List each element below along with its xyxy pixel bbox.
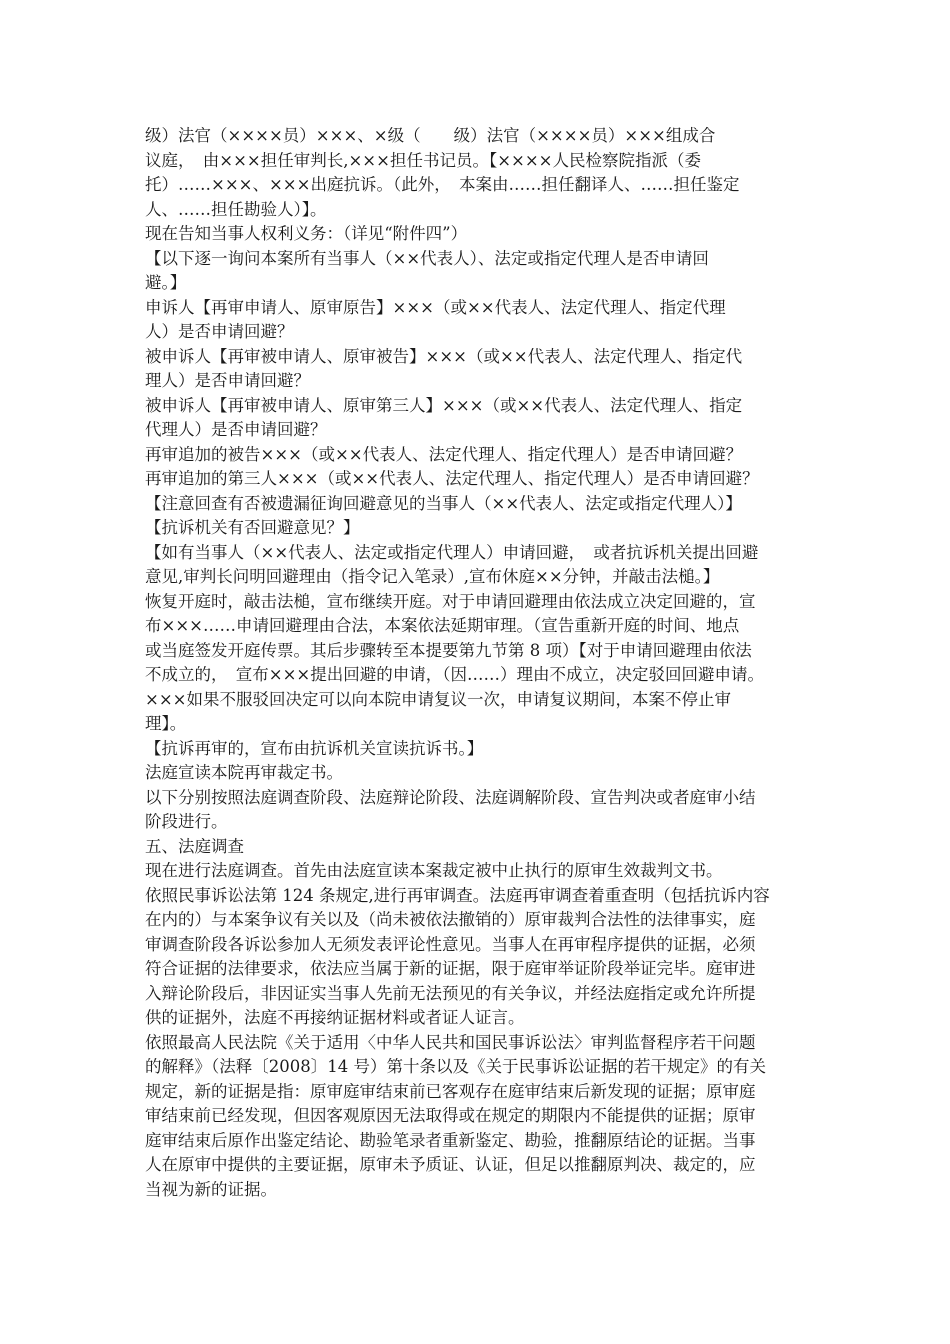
text-line: 庭审结束后原作出鉴定结论、勘验笔录者重新鉴定、勘验，推翻原结论的证据。当事 <box>145 1130 756 1150</box>
text-line: 当视为新的证据。 <box>145 1179 277 1199</box>
text-line: 【以下逐一询问本案所有当事人（××代表人）、法定或指定代理人是否申请回 <box>145 248 709 268</box>
text-line: 议庭， 由×××担任审判长,×××担任书记员。【××××人民检察院指派（委 <box>145 150 701 170</box>
document-body <box>145 124 825 1202</box>
text-line: 理】。 <box>145 714 187 733</box>
text-line: 级）法官（××××员）×××、×级（ 级）法官（××××员）×××组成合 <box>145 126 716 145</box>
text-line: 供的证据外，法庭不再接纳证据材料或者证人证言。 <box>145 1008 525 1027</box>
text-line: 托）……×××、×××出庭抗诉。（此外， 本案由……担任翻译人、……担任鉴定 <box>145 175 740 194</box>
text-line: 【抗诉再审的，宣布由抗诉机关宣读抗诉书。】 <box>145 738 484 758</box>
text-line: ×××如果不服驳回决定可以向本院申请复议一次，申请复议期间，本案不停止审 <box>145 689 731 709</box>
text-line: 意见,审判长问明回避理由（指令记入笔录）,宣布休庭××分钟，并敲击法槌。】 <box>145 567 720 586</box>
text-line: 【抗诉机关有否回避意见？】 <box>145 518 360 537</box>
text-line: 规定，新的证据是指：原审庭审结束前已客观存在庭审结束后新发现的证据；原审庭 <box>145 1081 756 1101</box>
text-line: 恢复开庭时，敲击法槌，宣布继续开庭。对于申请回避理由依法成立决定回避的，宣 <box>145 591 756 611</box>
text-line: 依照民事诉讼法第 124 条规定,进行再审调查。法庭再审调查着重查明（包括抗诉内容 <box>145 885 770 905</box>
text-line: 现在进行法庭调查。首先由法庭宣读本案裁定被中止执行的原审生效裁判文书。 <box>145 861 723 880</box>
text-line: 依照最高人民法院《关于适用〈中华人民共和国民事诉讼法〉审判监督程序若干问题 <box>145 1032 756 1052</box>
text-line: 或当庭签发开庭传票。其后步骤转至本提要第九节第 8 项）【对于申请回避理由依法 <box>145 640 752 660</box>
text-line: 入辩论阶段后，非因证实当事人先前无法预见的有关争议，并经法庭指定或允许所提 <box>145 983 756 1003</box>
text-line: 审调查阶段各诉讼参加人无须发表评论性意见。当事人在再审程序提供的证据，必须 <box>145 934 756 954</box>
text-line: 再审追加的第三人×××（或××代表人、法定代理人、指定代理人）是否申请回避？ <box>145 469 759 488</box>
text-line: 【如有当事人（××代表人、法定或指定代理人）申请回避， 或者抗诉机关提出回避 <box>145 542 759 562</box>
text-line: 在内的）与本案争议有关以及（尚未被依法撤销的）原审裁判合法性的法律事实，庭 <box>145 910 756 929</box>
text-line: 人、……担任勘验人）】。 <box>145 199 327 219</box>
text-line: 【注意回查有否被遗漏征询回避意见的当事人（××代表人、法定或指定代理人）】 <box>145 493 742 513</box>
text-line: 被申诉人【再审被申请人、原审被告】×××（或××代表人、法定代理人、指定代 <box>145 346 743 366</box>
text-line: 现在告知当事人权利义务：（详见“附件四”） <box>145 224 468 243</box>
text-line: 人在原审中提供的主要证据，原审未予质证、认证，但足以推翻原判决、裁定的，应 <box>145 1155 756 1174</box>
text-line: 的解释》（法释〔2008〕14 号）第十条以及《关于民事诉讼证据的若干规定》的有关 <box>145 1057 766 1076</box>
text-line: 审结束前已经发现，但因客观原因无法取得或在规定的期限内不能提供的证据；原审 <box>145 1106 756 1125</box>
text-line: 符合证据的法律要求，依法应当属于新的证据，限于庭审举证阶段举证完毕。庭审进 <box>145 959 756 978</box>
text-line: 人）是否申请回避？ <box>145 322 294 341</box>
text-line: 不成立的， 宣布×××提出回避的申请，（因……）理由不成立，决定驳回回避申请。 <box>145 665 764 684</box>
text-line: 代理人）是否申请回避？ <box>145 420 327 439</box>
text-line: 五、法庭调查 <box>145 836 244 856</box>
text-line: 法庭宣读本院再审裁定书。 <box>145 763 343 782</box>
text-line: 被申诉人【再审被申请人、原审第三人】×××（或××代表人、法定代理人、指定 <box>145 395 743 415</box>
text-line: 布×××……申请回避理由合法，本案依法延期审理。（宣告重新开庭的时间、地点 <box>145 616 740 635</box>
text-line: 避。】 <box>145 273 187 292</box>
text-line: 阶段进行。 <box>145 812 228 831</box>
text-line: 理人）是否申请回避？ <box>145 371 310 390</box>
text-line: 再审追加的被告×××（或××代表人、法定代理人、指定代理人）是否申请回避？ <box>145 444 743 464</box>
text-line: 申诉人【再审申请人、原审原告】×××（或××代表人、法定代理人、指定代理 <box>145 297 726 317</box>
text-line: 以下分别按照法庭调查阶段、法庭辩论阶段、法庭调解阶段、宣告判决或者庭审小结 <box>145 787 756 807</box>
